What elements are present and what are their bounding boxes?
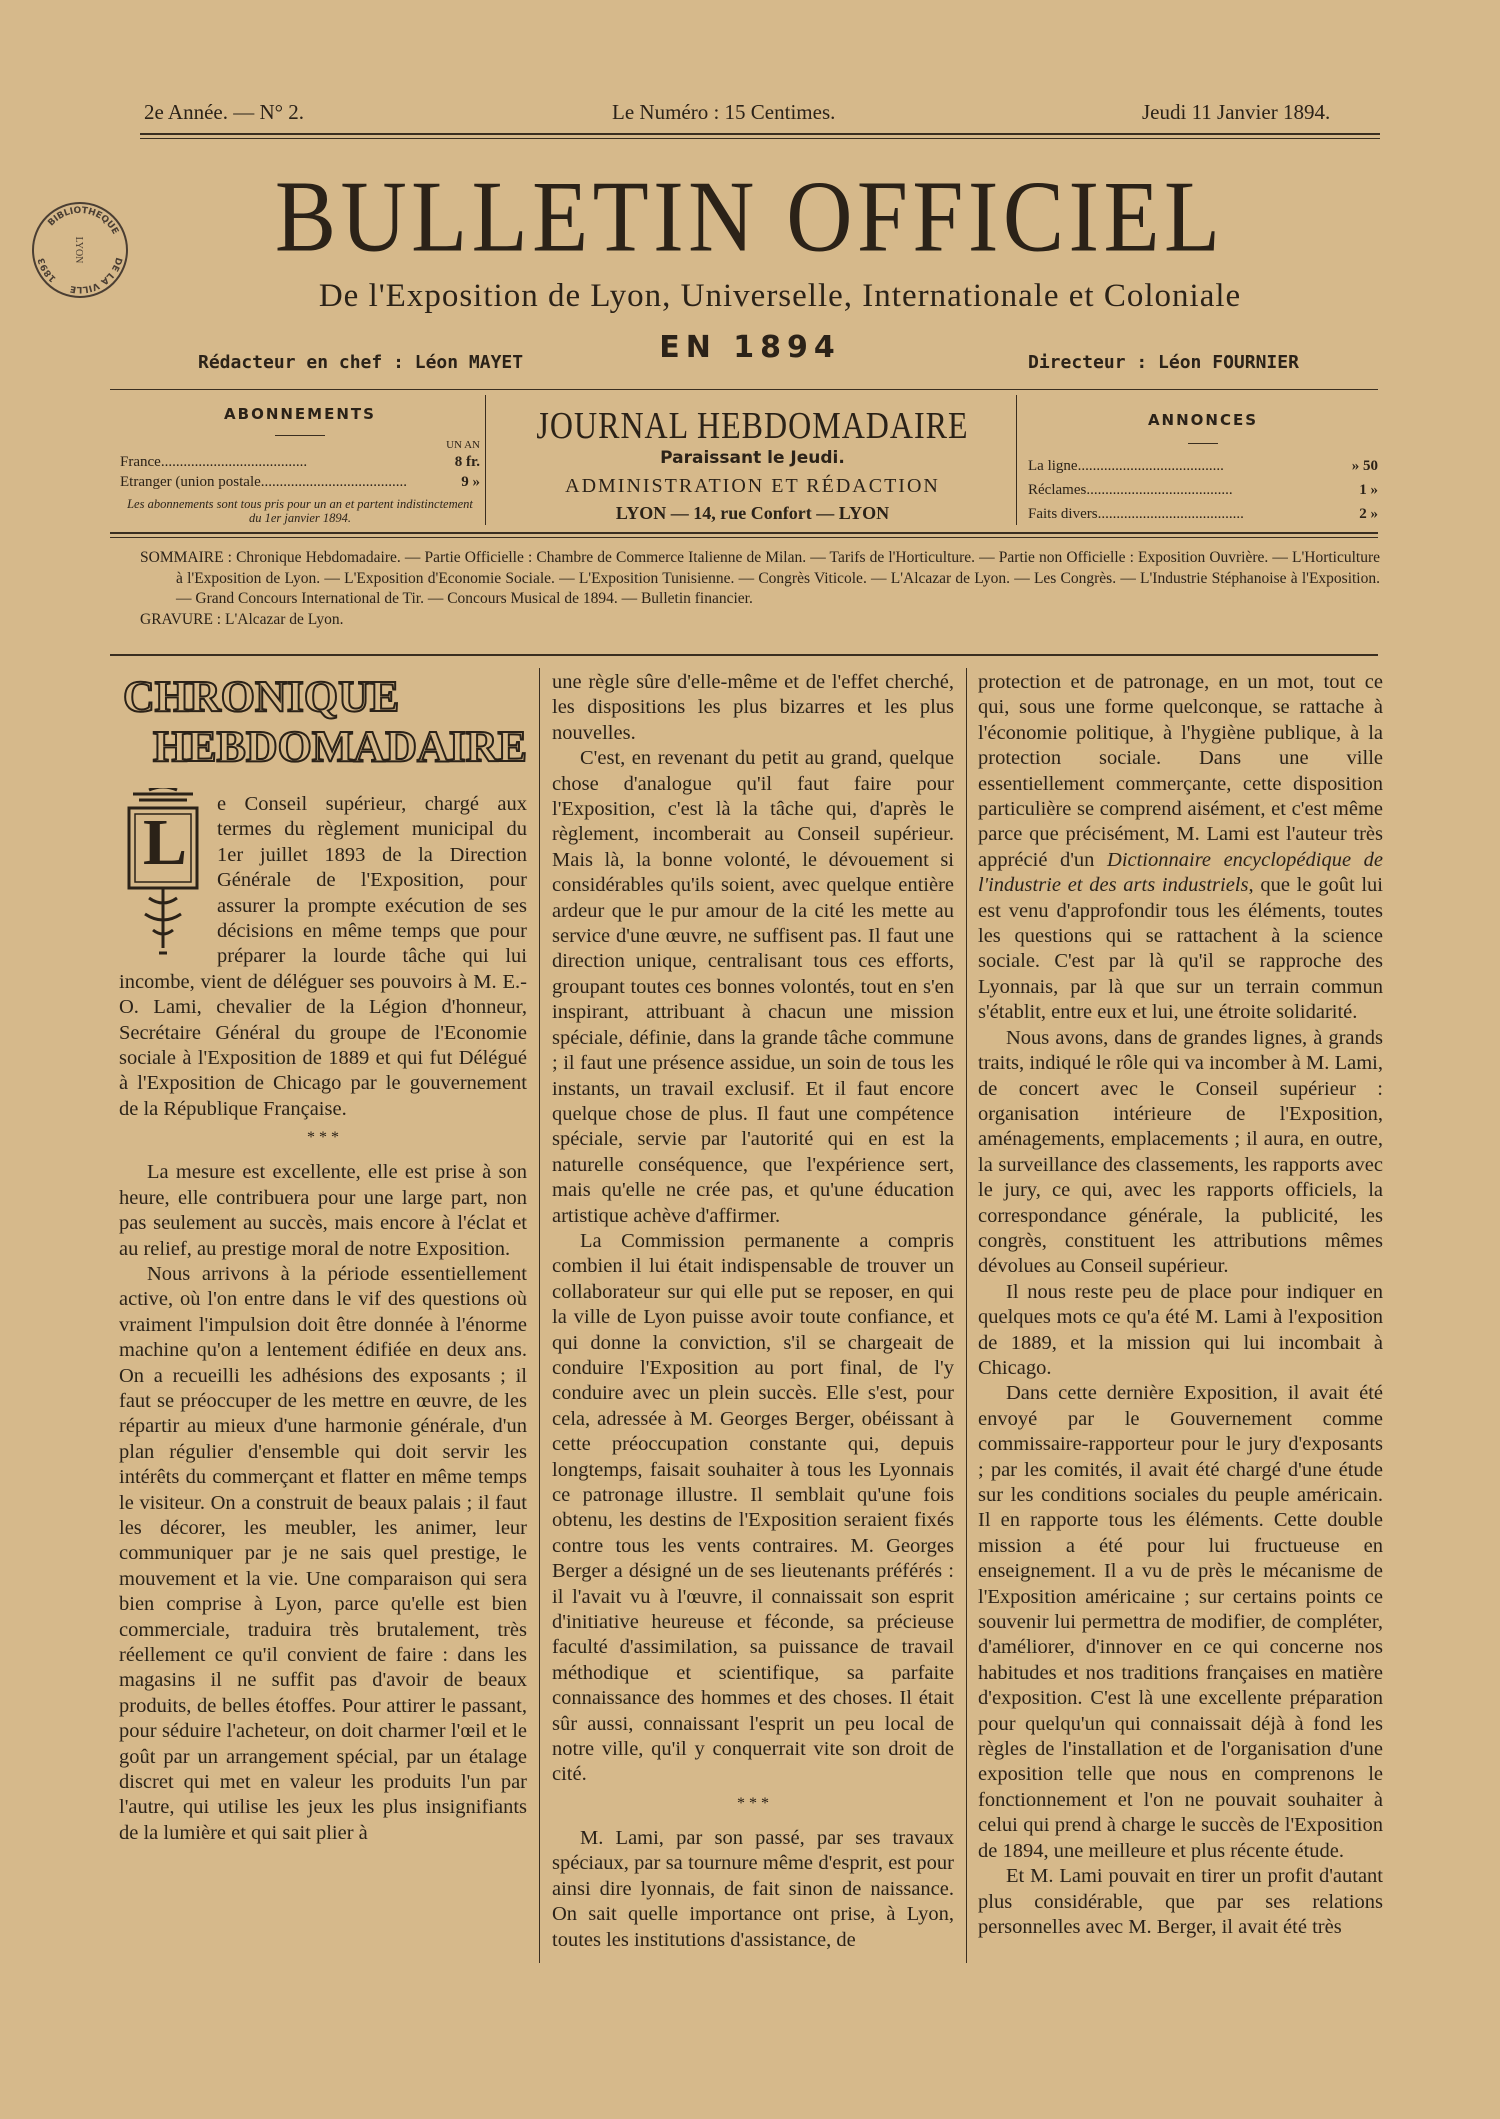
divider: [140, 133, 1380, 135]
book-title: Dictionnaire encyclopédique de l'industrie et des arts industriels: [978, 848, 1383, 897]
article-paragraph: Il nous reste peu de place pour indiquer en quelques mots ce qu'a été M. Lami à l'exposition de 1889, et la mission qui lui incombait à Chicago.: [978, 1280, 1383, 1379]
editor-in-chief: Rédacteur en chef : Léon MAYET: [198, 352, 524, 373]
article-paragraph: Et M. Lami pouvait en tirer un profit d'autant plus considérable, que par ses relations personnelles avec M. Berger, il avait été très: [978, 1865, 1383, 1938]
exhibition-year: EN 1894: [659, 330, 841, 365]
advertising-heading: ANNONCES: [1147, 411, 1259, 429]
drop-cap-letter: L: [143, 806, 188, 879]
newspaper-title-wrap: [0, 160, 1500, 276]
subscription-period: UN AN: [446, 439, 480, 451]
subscription-price: 9 »: [461, 474, 480, 490]
newspaper-subtitle: De l'Exposition de Lyon, Universelle, Internationale et Coloniale: [318, 278, 1242, 314]
advertising-price: 1 »: [1359, 482, 1378, 498]
divider: [110, 532, 1378, 534]
contents-text: Chronique Hebdomadaire. — Partie Officielle : Chambre de Commerce Italienne de Milan. — Tarifs de l'Horticulture. — Partie non Officielle : Exposition Ouvrière. — L'Horticulture à l'Exposition de Lyon. — L'Exposition d'Economie Sociale. — L'Exposition Tunisienne. — Congrès Viticole. — L'Alcazar de Lyon. — Les Congrès. — L'Industrie Stéphanoise à l'Exposition. — Grand Concours International de Tir. — Concours Musical de 1894. — Bulletin financier.: [176, 549, 1381, 607]
column-divider: [966, 668, 967, 1963]
article-paragraph: Dans cette dernière Exposition, il avait été envoyé par le Gouvernement comme commissaire-rapporteur pour le jury d'exposants ; par les comités, il avait été chargé d'une étude sur les conditions sociales du peuple américain. Il en rapporte tous les éléments. Cette double mission a été pour lui fructueuse en enseignement. Il a vu de près le mécanisme de l'Exposition américaine ; sur certains points ce souvenir lui permettra de modifier, de compléter, d'améliorer, d'innover en ce qui concerne nos habitudes et nos traditions françaises en matière d'exposition. C'est là une excellente préparation pour quelqu'un qui connaissait déjà à fond les règles de l'installation et de l'organisation d'une exposition telle que nous en comprenons le fonctionnement et l'on ne pouvait souhaiter à celui qui prend à charge le succès de l'Exposition de 1894, une meilleure et plus récente étude.: [978, 1382, 1383, 1862]
issue-price: Le Numéro : 15 Centimes.: [612, 100, 836, 124]
paragraph-text: , que le goût lui est venu d'approfondir tous les éléments, toutes les questions qui se rattachent à la science sociale. C'est par là qu'il se rapproche des Lyonnais, par là que sur un terrain commun s'établit, entre eux et lui, une étroite solidarité.: [978, 874, 1384, 1024]
contents-label: SOMMAIRE :: [140, 549, 232, 566]
stamp-center-text: LYON: [73, 236, 84, 264]
advertising-price: » 50: [1351, 458, 1378, 474]
subscription-price: 8 fr.: [454, 454, 480, 470]
subscription-row: Etranger (union postale....................................... 9 »: [120, 474, 480, 490]
section-separator: * * *: [307, 1129, 339, 1147]
ornamental-drop-cap: [119, 788, 207, 960]
journal-frequency: Paraissant le Jeudi.: [660, 448, 845, 468]
stamp-top-text: BIBLIOTHEQUE: [46, 205, 120, 237]
journal-address: LYON — 14, rue Confort — LYON: [615, 503, 890, 523]
divider: [485, 395, 486, 525]
engraving-title: L'Alcazar de Lyon.: [224, 610, 344, 628]
article-heading-line-1: CHRONIQUE: [123, 672, 400, 721]
stamp-year: 1893: [36, 256, 59, 284]
masthead-info-line: [140, 100, 1380, 130]
article-paragraph: C'est, en revenant du petit au grand, quelque chose d'analogue qu'il faut faire pour l'Exposition, c'est là la tâche qui, d'après le règlement, incomberait au Conseil supérieur. Mais là, la bonne volonté, le dévouement si considérables qu'ils soient, avec quelque entière ardeur que le pur amour de la cité les mette au service d'une œuvre, ne suffisent pas. Il faut une direction unique, centralisant tous ces efforts, groupant toutes ces bonnes volontés, tout en s'en inspirant, attribuant à chacun une mission spéciale, définie, dans la grande tâche commune ; il faut une présence assidue, un soin de tous les instants, un travail exclusif. Et il faut encore quelque chose de plus. Il faut une compétence spéciale, servie par l'autorité qui en est la naturelle conséquence, que l'expérience sert, mais qu'elle ne crée pas, et qu'une éducation artistique achève d'affirmer.: [552, 747, 954, 1227]
advertising-row: Faits divers....................................... 2 »: [1028, 502, 1378, 526]
administration-heading: ADMINISTRATION ET RÉDACTION: [565, 475, 940, 497]
divider: [1016, 395, 1017, 525]
subscription-note: Les abonnements sont tous pris pour un an et partent indistinctement du 1er janvier 1894.: [127, 497, 473, 525]
column-divider: [539, 668, 540, 1963]
article-column-3: [978, 670, 1383, 1940]
engraving-label: GRAVURE :: [140, 610, 222, 628]
journal-info: [490, 405, 1015, 525]
stamp-bottom-text: DE LA VILLE: [69, 256, 124, 295]
subscription-row: France....................................... 8 fr.: [120, 454, 480, 470]
subscriptions-box: [120, 395, 480, 525]
article-paragraph: M. Lami, par son passé, par ses travaux spéciaux, par sa tournure même d'esprit, est pour ainsi dire lyonnais, de fait sinon de naissance. On sait quelle importance ont prise, à Lyon, toutes les institutions d'assistance, de: [552, 1826, 954, 1951]
advertising-price: 2 »: [1359, 506, 1378, 522]
article-column-2: [552, 670, 954, 1953]
subscription-label: Etranger (union postale: [120, 474, 261, 490]
subscription-label: France: [120, 454, 161, 470]
divider: [275, 435, 325, 436]
journal-kind: JOURNAL HEBDOMADAIRE: [536, 403, 969, 447]
article-paragraph: e Conseil supérieur, chargé aux termes du règlement municipal du 1er juillet 1893 de la Direction Générale de l'Exposition, pour assurer la prompte exécution de ses décisions en même temps que pour préparer la lourde tâche qui lui incombe, vient de déléguer ses pouvoirs à M. E.-O. Lami, chevalier de la Légion d'honneur, Secrétaire Général du groupe de l'Economie sociale à l'Exposition de 1889 et qui fut Délégué à l'Exposition de Chicago par le gouvernement de la République Française.: [119, 793, 527, 1120]
advertising-label: La ligne: [1028, 458, 1078, 474]
paragraph-text: protection et de patronage, en un mot, tout ce qui, sous une forme quelconque, se rattache à l'économie politique, à l'hygiène publique, à la protection sociale. Dans une ville essentiellement commerçante, cette disposition particulière se comprend aisément, et c'est même parce que précisément, M. Lami est l'auteur très apprécié d'un: [978, 671, 1383, 871]
table-of-contents: [140, 548, 1380, 630]
advertising-label: Réclames: [1028, 482, 1087, 498]
director: Directeur : Léon FOURNIER: [1028, 352, 1299, 373]
section-separator: * * *: [737, 1794, 769, 1812]
article-column-1: [119, 670, 527, 1846]
newspaper-title: BULLETIN OFFICIEL: [275, 160, 1225, 273]
article-paragraph: une règle sûre d'elle-même et de l'effet cherché, les dispositions les plus bizarres et les plus nouvelles.: [552, 671, 954, 744]
article-paragraph: La Commission permanente a compris combien il lui était indispensable de trouver un collaborateur sur qui elle put se reposer, en qui la ville de Lyon puisse avoir toute confiance, et qui donne la conviction, s'il se chargeait de conduire l'Exposition au port final, de l'y conduire avec un plein succès. Elle s'est, pour cela, adressée à M. Georges Berger, obéissant à cette préoccupation constante qui, depuis longtemps, faisait souhaiter à tous les Lyonnais ce patronage illustre. Il semblait qu'une fois obtenu, les destins de l'Exposition seraient fixés contre tous les vents contraires. M. Georges Berger a désigné un de ses lieutenants préférés : il l'avait vu à l'œuvre, il connaissait son esprit d'initiative heureuse et féconde, sa précieuse faculté d'assimilation, sa puissance de travail méthodique et scientifique, sa parfaite connaissance des hommes et des choses. Il était sûr aussi, connaissant l'esprit un peu local de notre ville, qu'il y conquerrait vite son droit de cité.: [552, 1229, 954, 1786]
subscriptions-heading: ABONNEMENTS: [224, 405, 376, 423]
divider: [110, 389, 1378, 390]
issue-date: Jeudi 11 Janvier 1894.: [1142, 100, 1331, 124]
advertising-row: Réclames....................................... 1 »: [1028, 478, 1378, 502]
divider: [1188, 443, 1218, 444]
divider: [110, 537, 1378, 538]
advertising-row: La ligne....................................... » 50: [1028, 454, 1378, 478]
article-paragraph: Nous avons, dans de grandes lignes, à grands traits, indiqué le rôle qui va incomber à M. Lami, de concert avec le Conseil supérieur : organisation intérieure de l'Exposition, aménagements, emplacements ; il aura, en outre, la surveillance des classements, les rapports avec le jury, ce qui, avec les rapports officiels, la correspondance générale, la publicité, les congrès, constituent les attributions mêmes dévolues au Conseil supérieur.: [978, 1026, 1383, 1278]
article-paragraph: La mesure est excellente, elle est prise à son heure, elle contribuera pour une large part, non pas seulement au succès, mais encore à l'éclat et au relief, au prestige moral de notre Exposition.: [119, 1161, 527, 1260]
article-heading-line-2: HEBDOMADAIRE: [152, 722, 527, 771]
divider: [140, 138, 1380, 139]
advertising-label: Faits divers: [1028, 506, 1098, 522]
advertising-box: [1028, 395, 1378, 526]
issue-number: 2e Année. — N° 2.: [144, 100, 305, 124]
divider: [110, 654, 1378, 656]
article-paragraph: [978, 670, 1383, 1026]
article-paragraph: Nous arrivons à la période essentiellement active, où l'on entre dans le vif des questions où vraiment l'impulsion doit être donnée à l'énorme machine qu'on a lentement édifiée en deux ans. On a recueilli les adhésions des exposants ; il faut se préoccuper de les mettre en œuvre, de les répartir au mieux d'une harmonie générale, d'un plan régulier d'ensemble qui doit servir les intérêts du commerçant et flatter en même temps le visiteur. On a construit de beaux palais ; il faut les décorer, les meubler, les animer, leur communiquer par je ne sais quel prestige, le mouvement et la vie. Une comparaison qui sera bien comprise à Lyon, parce qu'elle est bien commerciale, traduira très brutalement, très réellement ce qu'il convient de faire : dans les magasins il ne suffit pas d'avoir de beaux produits, de belles étoffes. Pour attirer le passant, pour séduire l'acheteur, on doit charmer l'œil et le goût par un arrangement spécial, par un étalage discret qui met en valeur les produits l'un par l'autre, qui utilise les jeux les plus insignifiants de la lumière et qui sait plier à: [119, 1262, 527, 1844]
